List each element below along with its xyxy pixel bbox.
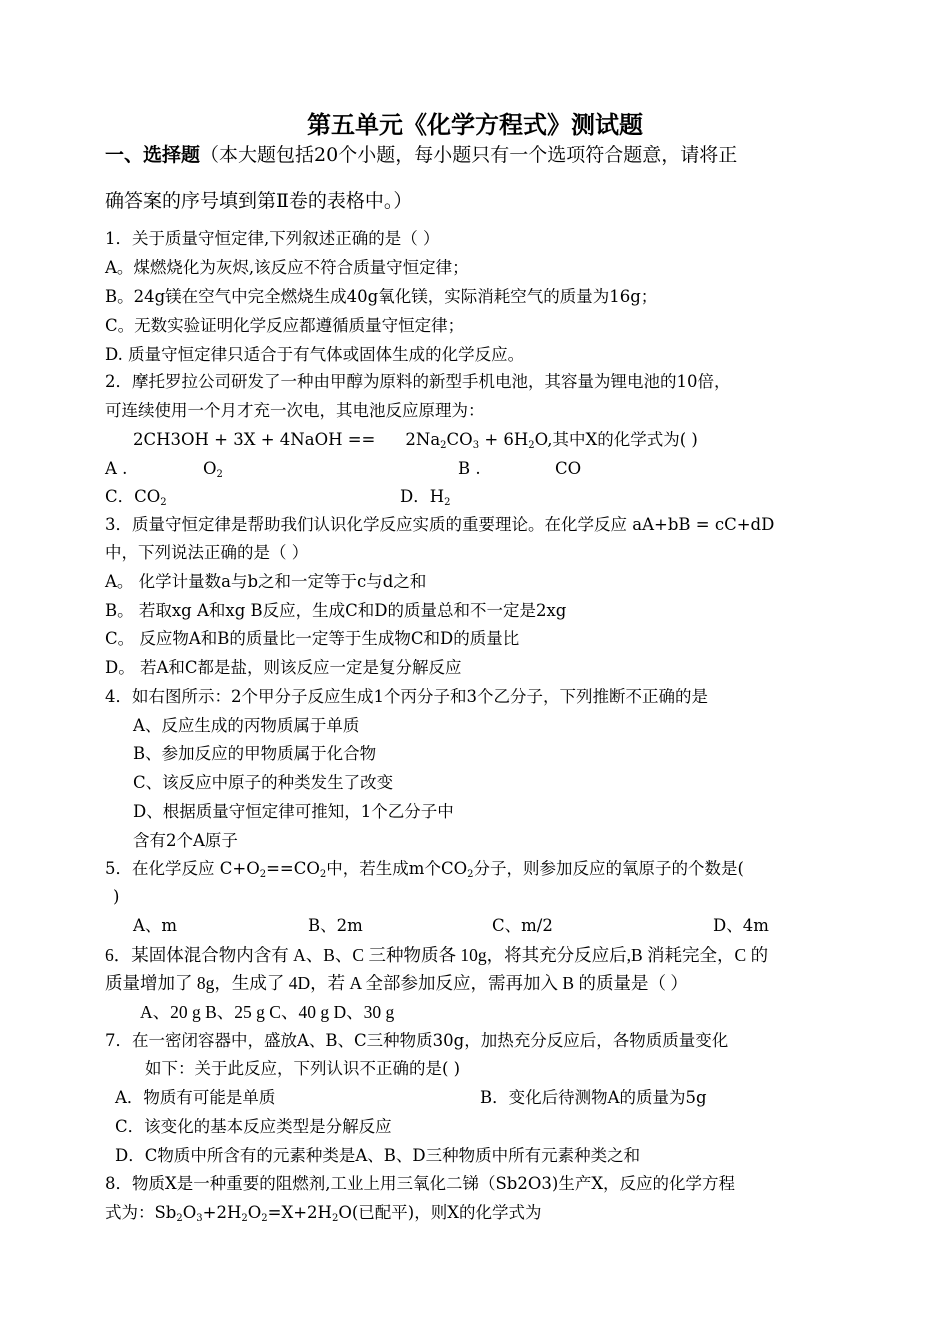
question-5-option-c: C、m/2: [492, 916, 553, 935]
question-2-stem-line1: 2．摩托罗拉公司研发了一种由甲醇为原料的新型手机电池，其容量为锂电池的10倍，: [105, 372, 731, 391]
equation-left: 2CH3OH + 3X + 4NaOH ==: [133, 430, 376, 449]
question-1-stem: 1．关于质量守恒定律,下列叙述正确的是（ ）: [105, 229, 440, 248]
equation-subscript: 2: [440, 440, 447, 451]
question-4-option-b: B、参加反应的甲物质属于化合物: [133, 744, 377, 763]
page-title: 第五单元《化学方程式》测试题: [307, 111, 643, 139]
formula-subscript: 2: [241, 1213, 248, 1224]
question-7-option-c: C．该变化的基本反应类型是分解反应: [115, 1117, 392, 1136]
formula-text: D．H: [400, 487, 445, 506]
section-note-line2: 确答案的序号填到第Ⅱ卷的表格中。）: [105, 190, 413, 212]
equation-right-part: O,其中X的化学式为( ): [534, 430, 698, 449]
equation-right-part: CO: [446, 430, 473, 449]
question-1-option-b: B。24g镁在空气中完全燃烧生成40g氧化镁，实际消耗空气的质量为16g；: [105, 287, 658, 306]
equation-right-part: 2Na: [405, 430, 441, 449]
equation-right-part: + 6H: [479, 430, 529, 449]
section-heading: [105, 142, 737, 168]
question-2-stem-line2: 可连续使用一个月才充一次电，其电池反应原理为：: [105, 401, 485, 420]
question-4-option-d-line1: D、根据质量守恒定律可推知，1个乙分子中: [133, 802, 454, 821]
question-4-option-a: A、反应生成的丙物质属于单质: [133, 716, 360, 735]
formula-subscript: 2: [444, 497, 451, 508]
stem-text: O(已配平)，则X的化学式为: [338, 1203, 542, 1222]
question-7-option-d: D．C物质中所含有的元素种类是A、B、D三种物质中所有元素种类之和: [115, 1146, 641, 1165]
stem-text: =X+2H: [267, 1203, 332, 1222]
formula-subscript: 3: [196, 1213, 203, 1224]
question-3-stem-line1: 3．质量守恒定律是帮助我们认识化学反应实质的重要理论。在化学反应 aA+bB = cC+dD: [105, 515, 775, 534]
section-label: 一、选择题: [105, 144, 201, 166]
question-5-stem-line1: [105, 858, 744, 880]
formula-text: C．CO: [105, 487, 161, 506]
question-2-option-b-label: B .: [458, 459, 481, 478]
question-4-option-d-line2: 含有2个A原子: [133, 831, 238, 850]
stem-text: 式为：Sb: [105, 1203, 177, 1222]
formula-subscript: 2: [319, 869, 327, 880]
stem-text: O: [247, 1203, 262, 1222]
question-6-stem-line1: 6．某固体混合物内含有 A、B、C 三种物质各 10g，将其充分反应后,B 消耗完全，C 的: [105, 945, 769, 965]
question-3-option-a: A。 化学计量数a与b之和一定等于c与d之和: [105, 572, 427, 591]
question-5-option-a: A、m: [133, 916, 178, 935]
formula-subscript: 2: [176, 1213, 183, 1224]
stem-text: O: [182, 1203, 197, 1222]
question-3-option-d: D。 若A和C都是盐，则该反应一定是复分解反应: [105, 658, 462, 677]
question-4-option-c: C、该反应中原子的种类发生了改变: [133, 773, 394, 792]
question-7-stem-line2: 如下：关于此反应，下列认识不正确的是( ): [145, 1059, 461, 1078]
question-1-option-c: C。无数实验证明化学反应都遵循质量守恒定律；: [105, 316, 465, 335]
equation-subscript: 3: [472, 440, 480, 451]
question-5-stem-line2: ): [113, 887, 120, 906]
question-1-option-a: A。煤燃烧化为灰烬,该反应不符合质量守恒定律；: [105, 258, 469, 277]
question-8-stem-line2: [105, 1202, 541, 1224]
question-1-option-d: D. 质量守恒定律只适合于有气体或固体生成的化学反应。: [105, 345, 525, 364]
question-7-option-b: B．变化后待测物A的质量为5g: [480, 1088, 707, 1107]
question-5-option-b: B、2m: [308, 916, 363, 935]
question-5-option-d: D、4m: [713, 916, 769, 935]
stem-text: ==CO: [266, 859, 320, 878]
question-6-options: A、20 g B、25 g C、40 g D、30 g: [140, 1002, 395, 1022]
stem-text: 分子，则参加反应的氧原子的个数是(: [473, 859, 744, 878]
formula-subscript: 2: [160, 497, 167, 508]
formula-subscript: 2: [467, 869, 474, 880]
question-2-option-d: [400, 486, 451, 508]
stem-text: +2H: [202, 1203, 242, 1222]
question-7-option-a: A．物质有可能是单质: [115, 1088, 276, 1107]
question-6-stem-line2: 质量增加了 8g，生成了 4D，若 A 全部参加反应，需再加入 B 的质量是（ ）: [105, 973, 688, 993]
question-3-option-c: C。 反应物A和B的质量比一定等于生成物C和D的质量比: [105, 629, 520, 648]
question-7-stem-line1: 7．在一密闭容器中，盛放A、B、C三种物质30g，加热充分反应后，各物质质量变化: [105, 1031, 729, 1050]
formula-subscript: 2: [259, 869, 267, 880]
stem-text: 中，若生成m个CO: [326, 859, 468, 878]
question-2-option-c: [105, 486, 167, 508]
formula-subscript: 2: [261, 1213, 268, 1224]
question-2-option-a-label: A .: [105, 459, 128, 478]
question-2-option-b-value: CO: [555, 459, 582, 478]
question-3-option-b: B。 若取xg A和xg B反应，生成C和D的质量总和不一定是2xg: [105, 601, 567, 620]
stem-text: 5．在化学反应 C+O: [105, 859, 260, 878]
question-8-stem-line1: 8．物质X是一种重要的阻燃剂,工业上用三氧化二锑（Sb2O3)生产X，反应的化学方程: [105, 1174, 736, 1193]
equation-subscript: 2: [528, 440, 535, 451]
formula-subscript: 2: [331, 1213, 339, 1224]
formula-text: O: [203, 459, 217, 478]
question-4-stem: 4．如右图所示：2个甲分子反应生成1个丙分子和3个乙分子，下列推断不正确的是: [105, 687, 708, 706]
question-2-equation: [133, 429, 698, 451]
formula-subscript: 2: [216, 469, 223, 480]
question-2-option-a-value: [203, 458, 223, 480]
section-note: （本大题包括20个小题，每小题只有一个选项符合题意，请将正: [200, 144, 738, 166]
question-3-stem-line2: 中，下列说法正确的是（ ）: [105, 543, 309, 562]
